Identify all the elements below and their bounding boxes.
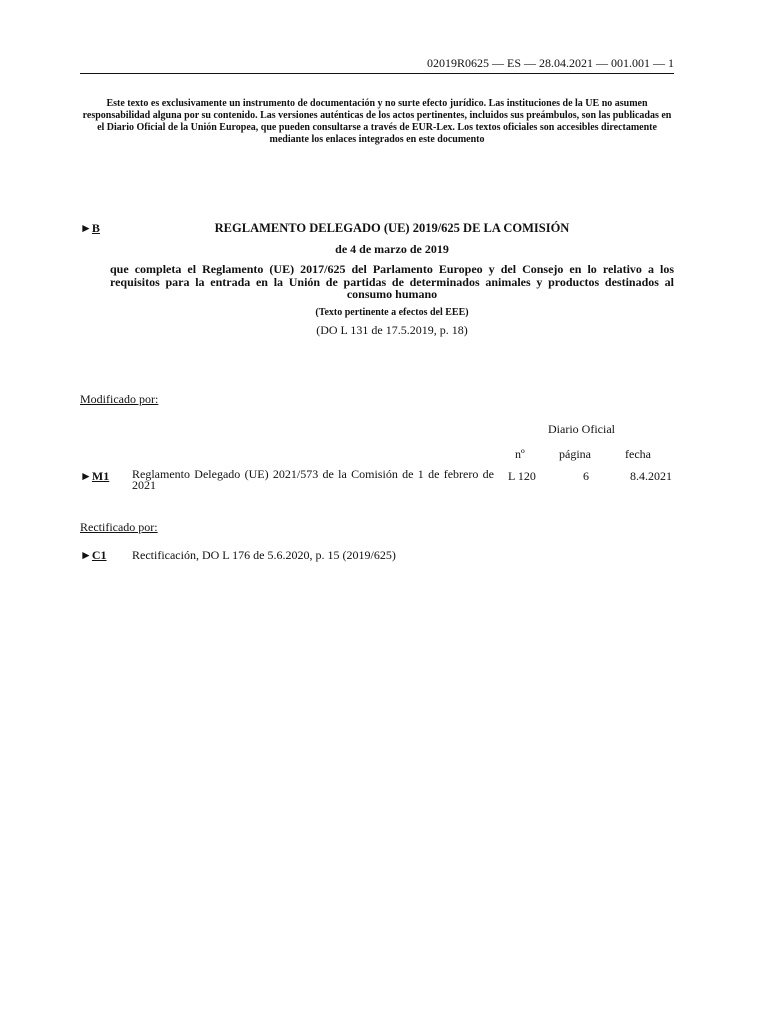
column-header-page: página (559, 447, 591, 461)
eee-note: (Texto pertinente a efectos del EEE) (315, 306, 469, 318)
correction-marker[interactable] (80, 548, 107, 563)
document-reference-header (80, 56, 674, 74)
correction-code[interactable]: C1 (91, 548, 107, 562)
amendment-page: 6 (583, 469, 589, 483)
document-reference: 02019R0625 — ES — 28.04.2021 — 001.001 — 1 (426, 56, 674, 70)
corrected-by-label: Rectificado por: (80, 520, 158, 534)
publication-reference: (DO L 131 de 17.5.2019, p. 18) (316, 322, 468, 337)
amendment-code[interactable]: M1 (91, 469, 110, 483)
amendment-marker[interactable] (80, 469, 109, 484)
legal-disclaimer: Este texto es exclusivamente un instrumento de documentación y no surte efecto jurídico. Las instituciones de la UE no asumen responsabilidad alguna por su contenido. Las versiones auténticas de los actos pertinentes, incluidos sus preámbulos, son las publicadas en el Diario Oficial de la Unión Europea, que pueden consultarse a través de EUR-Lex. Los textos oficiales son accesibles directamente mediante los enlaces integrados en este documento (82, 98, 672, 145)
column-header-number: nº (515, 447, 525, 461)
act-title: REGLAMENTO DELEGADO (UE) 2019/625 DE LA COMISIÓN (214, 221, 570, 235)
amendment-description: Reglamento Delegado (UE) 2021/573 de la Comisión de 1 de febrero de 2021 (132, 467, 494, 492)
arrow-icon: ► (80, 221, 92, 235)
act-date: de 4 de marzo de 2019 (335, 242, 449, 256)
base-act-marker[interactable] (80, 221, 100, 236)
amendment-journal-number: L 120 (508, 469, 536, 483)
correction-description: Rectificación, DO L 176 de 5.6.2020, p. 15 (2019/625) (132, 548, 396, 562)
arrow-icon: ► (80, 548, 92, 562)
column-header-date: fecha (625, 447, 651, 461)
act-subject: que completa el Reglamento (UE) 2017/625 del Parlamento Europeo y del Consejo en lo relativo a los requisitos para la entrada en la Unión de partidas de determinados animales y productos destinados al consumo humano (110, 262, 674, 301)
base-act-code[interactable]: B (91, 221, 100, 235)
amendment-date: 8.4.2021 (630, 469, 672, 483)
amended-by-label: Modificado por: (80, 392, 159, 406)
act-title-block (80, 221, 674, 337)
arrow-icon: ► (80, 469, 92, 483)
journal-heading: Diario Oficial (548, 422, 615, 436)
